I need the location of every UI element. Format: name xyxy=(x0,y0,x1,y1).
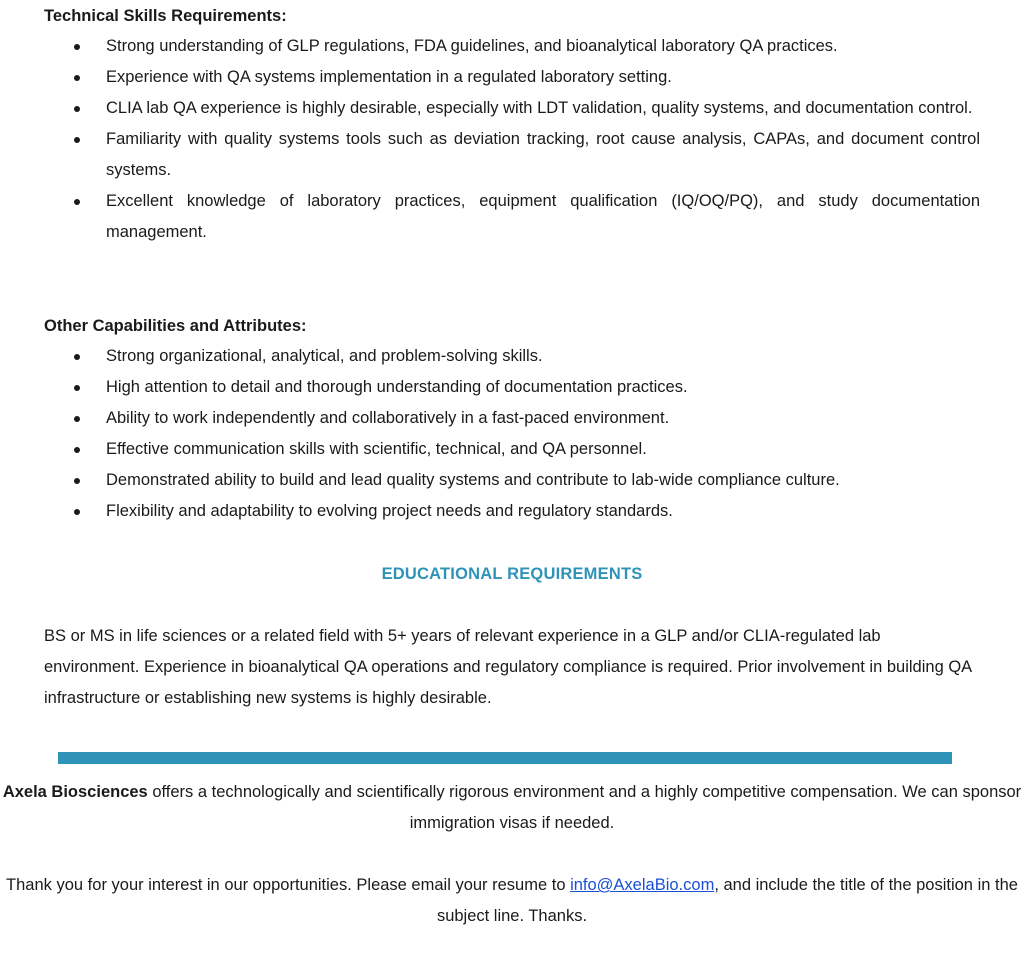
list-item-text: Familiarity with quality systems tools such as deviation tracking, root cause analysis, CAPAs, and document control systems. xyxy=(106,130,980,179)
list-item-text: High attention to detail and thorough understanding of documentation practices. xyxy=(106,378,688,396)
list-item-text: CLIA lab QA experience is highly desirable, especially with LDT validation, quality systems, and documentation control. xyxy=(106,99,973,117)
bullet-icon xyxy=(74,354,80,360)
bullet-icon xyxy=(74,447,80,453)
list-item xyxy=(0,403,1024,434)
list-item xyxy=(0,186,1024,248)
thanks-text-before: Thank you for your interest in our opportunities. Please email your resume to xyxy=(6,876,571,894)
email-link[interactable]: info@AxelaBio.com xyxy=(570,876,715,894)
list-item xyxy=(0,496,1024,527)
bullet-icon xyxy=(74,416,80,422)
bullet-icon xyxy=(74,509,80,515)
bullet-icon xyxy=(74,199,80,205)
list-item-text: Demonstrated ability to build and lead quality systems and contribute to lab-wide compliance culture. xyxy=(106,471,840,489)
list-item xyxy=(0,372,1024,403)
bullet-icon xyxy=(74,75,80,81)
company-offer-text xyxy=(0,777,1024,839)
other-capabilities-list xyxy=(0,341,1024,527)
list-item-text: Effective communication skills with scientific, technical, and QA personnel. xyxy=(106,440,647,458)
technical-skills-heading: Technical Skills Requirements: xyxy=(44,7,287,25)
list-item xyxy=(0,31,1024,62)
list-item xyxy=(0,341,1024,372)
list-item-text: Experience with QA systems implementation in a regulated laboratory setting. xyxy=(106,68,672,86)
contact-instructions xyxy=(0,870,1024,932)
bullet-icon xyxy=(74,106,80,112)
list-item xyxy=(0,434,1024,465)
educational-requirements-text: BS or MS in life sciences or a related field with 5+ years of relevant experience in a GLP and/or CLIA-regulated lab environment. Experience in bioanalytical QA operations and regulatory compliance is required. Prior involvement in building QA infrastructure or establishing new systems is highly desirable. xyxy=(44,627,972,707)
list-item-text: Flexibility and adaptability to evolving project needs and regulatory standards. xyxy=(106,502,673,520)
list-item xyxy=(0,62,1024,93)
list-item-text: Ability to work independently and collaboratively in a fast-paced environment. xyxy=(106,409,670,427)
educational-requirements-heading: EDUCATIONAL REQUIREMENTS xyxy=(381,565,643,583)
bullet-icon xyxy=(74,44,80,50)
list-item-text: Excellent knowledge of laboratory practices, equipment qualification (IQ/OQ/PQ), and study documentation management. xyxy=(106,192,980,241)
list-item xyxy=(0,93,1024,124)
list-item-text: Strong understanding of GLP regulations, FDA guidelines, and bioanalytical laboratory QA practices. xyxy=(106,37,838,55)
bullet-icon xyxy=(74,137,80,143)
offer-text: offers a technologically and scientifically rigorous environment and a highly competitive compensation. We can sponsor immigration visas if needed. xyxy=(147,783,1022,832)
technical-skills-list xyxy=(0,31,1024,248)
company-name: Axela Biosciences xyxy=(2,783,148,801)
list-item xyxy=(0,124,1024,186)
section-divider xyxy=(58,752,952,764)
thanks-text-after: , and include the title of the position in the subject line. Thanks. xyxy=(436,876,1018,925)
bullet-icon xyxy=(74,385,80,391)
list-item-text: Strong organizational, analytical, and problem-solving skills. xyxy=(106,347,543,365)
list-item xyxy=(0,465,1024,496)
other-capabilities-heading: Other Capabilities and Attributes: xyxy=(44,317,307,335)
bullet-icon xyxy=(74,478,80,484)
